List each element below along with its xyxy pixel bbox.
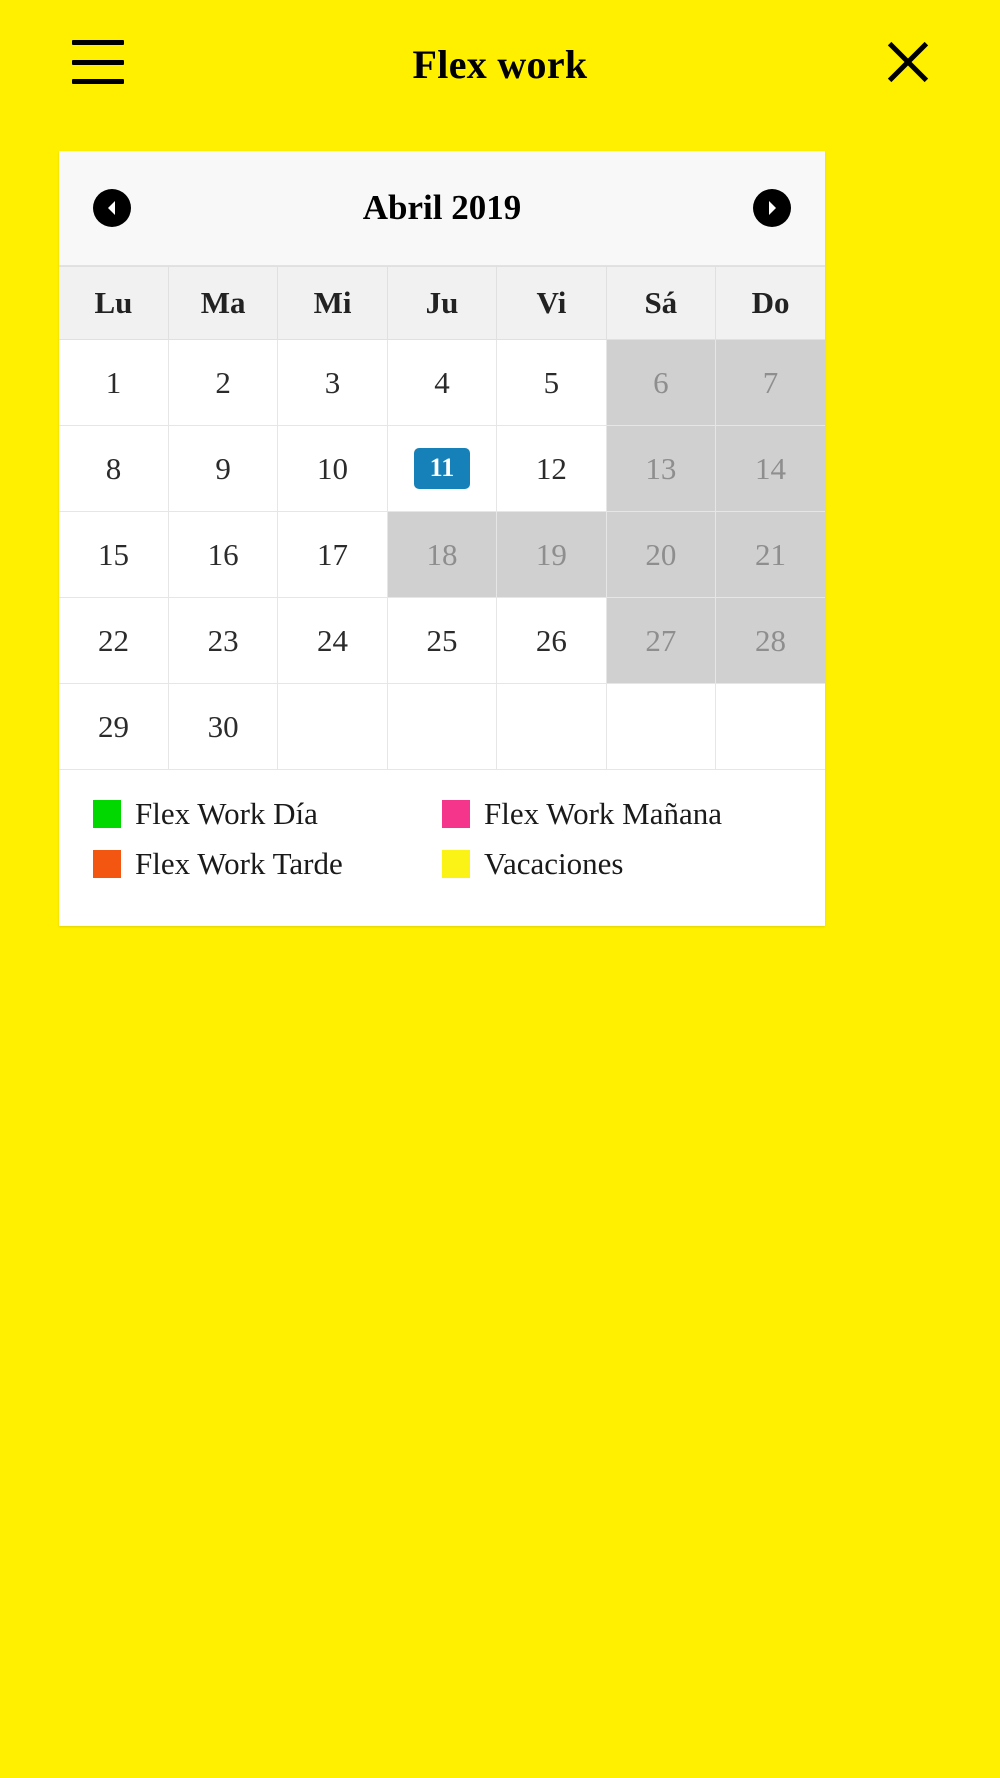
calendar-day-cell[interactable]: 9 (168, 426, 277, 512)
legend-label: Flex Work Mañana (484, 796, 722, 831)
calendar-card (59, 151, 825, 926)
calendar-day-cell[interactable]: 19 (497, 512, 606, 598)
calendar-day-empty (497, 684, 606, 770)
calendar-day-cell[interactable]: 26 (497, 598, 606, 684)
menu-bar-2 (72, 60, 124, 65)
legend-color-swatch (93, 800, 121, 828)
legend-item (93, 846, 442, 882)
calendar-week-row (59, 598, 825, 684)
calendar-day-cell[interactable]: 22 (59, 598, 168, 684)
calendar-day-cell[interactable]: 10 (278, 426, 387, 512)
legend-color-swatch (93, 850, 121, 878)
calendar-day-cell[interactable]: 15 (59, 512, 168, 598)
legend-label: Flex Work Tarde (135, 846, 343, 881)
legend-color-swatch (442, 800, 470, 828)
app-header (0, 0, 1000, 128)
calendar-day-cell[interactable]: 17 (278, 512, 387, 598)
calendar-week-row (59, 426, 825, 512)
calendar-body (59, 340, 825, 770)
menu-bar-1 (72, 40, 124, 45)
calendar-day-cell[interactable]: 13 (606, 426, 715, 512)
calendar-week-row (59, 512, 825, 598)
legend-item (93, 796, 442, 832)
legend-color-swatch (442, 850, 470, 878)
calendar-day-cell[interactable]: 14 (716, 426, 825, 512)
weekday-header: Vi (497, 267, 606, 340)
calendar-day-cell[interactable]: 20 (606, 512, 715, 598)
calendar-day-empty (716, 684, 825, 770)
weekday-header: Ma (168, 267, 277, 340)
calendar-day-cell[interactable]: 16 (168, 512, 277, 598)
weekday-header: Mi (278, 267, 387, 340)
calendar-day-cell[interactable]: 30 (168, 684, 277, 770)
calendar-day-empty (606, 684, 715, 770)
calendar-day-cell[interactable]: 25 (387, 598, 496, 684)
calendar-day-cell[interactable]: 12 (497, 426, 606, 512)
menu-bar-3 (72, 79, 124, 84)
calendar-day-empty (278, 684, 387, 770)
chevron-right-icon[interactable] (753, 189, 791, 227)
calendar-grid (59, 266, 825, 770)
calendar-day-cell[interactable]: 21 (716, 512, 825, 598)
chevron-left-icon[interactable] (93, 189, 131, 227)
calendar-week-row (59, 340, 825, 426)
calendar-day-cell[interactable]: 18 (387, 512, 496, 598)
calendar-day-cell[interactable]: 24 (278, 598, 387, 684)
today-badge: 11 (414, 448, 470, 489)
weekday-header: Ju (387, 267, 496, 340)
calendar-day-cell[interactable]: 28 (716, 598, 825, 684)
calendar-header (59, 151, 825, 266)
calendar-day-cell[interactable] (387, 426, 496, 512)
calendar-day-cell[interactable]: 27 (606, 598, 715, 684)
calendar-day-cell[interactable]: 5 (497, 340, 606, 426)
calendar-weekday-row (59, 267, 825, 340)
calendar-day-cell[interactable]: 2 (168, 340, 277, 426)
calendar-day-cell[interactable]: 6 (606, 340, 715, 426)
calendar-day-empty (387, 684, 496, 770)
legend-label: Flex Work Día (135, 796, 318, 831)
legend-item (442, 846, 791, 882)
page-title: Flex work (412, 41, 588, 87)
calendar-day-cell[interactable]: 8 (59, 426, 168, 512)
calendar-legend (59, 770, 825, 926)
calendar-day-cell[interactable]: 23 (168, 598, 277, 684)
calendar-day-cell[interactable]: 4 (387, 340, 496, 426)
calendar-week-row (59, 684, 825, 770)
calendar-month-label: Abril 2019 (362, 188, 522, 227)
weekday-header: Sá (606, 267, 715, 340)
calendar-day-cell[interactable]: 7 (716, 340, 825, 426)
calendar-day-cell[interactable]: 3 (278, 340, 387, 426)
calendar-day-cell[interactable]: 1 (59, 340, 168, 426)
calendar-day-cell[interactable]: 29 (59, 684, 168, 770)
legend-item (442, 796, 791, 832)
weekday-header: Do (716, 267, 825, 340)
hamburger-menu-icon[interactable] (72, 40, 124, 84)
legend-label: Vacaciones (484, 846, 624, 881)
close-icon[interactable] (878, 32, 938, 92)
weekday-header: Lu (59, 267, 168, 340)
